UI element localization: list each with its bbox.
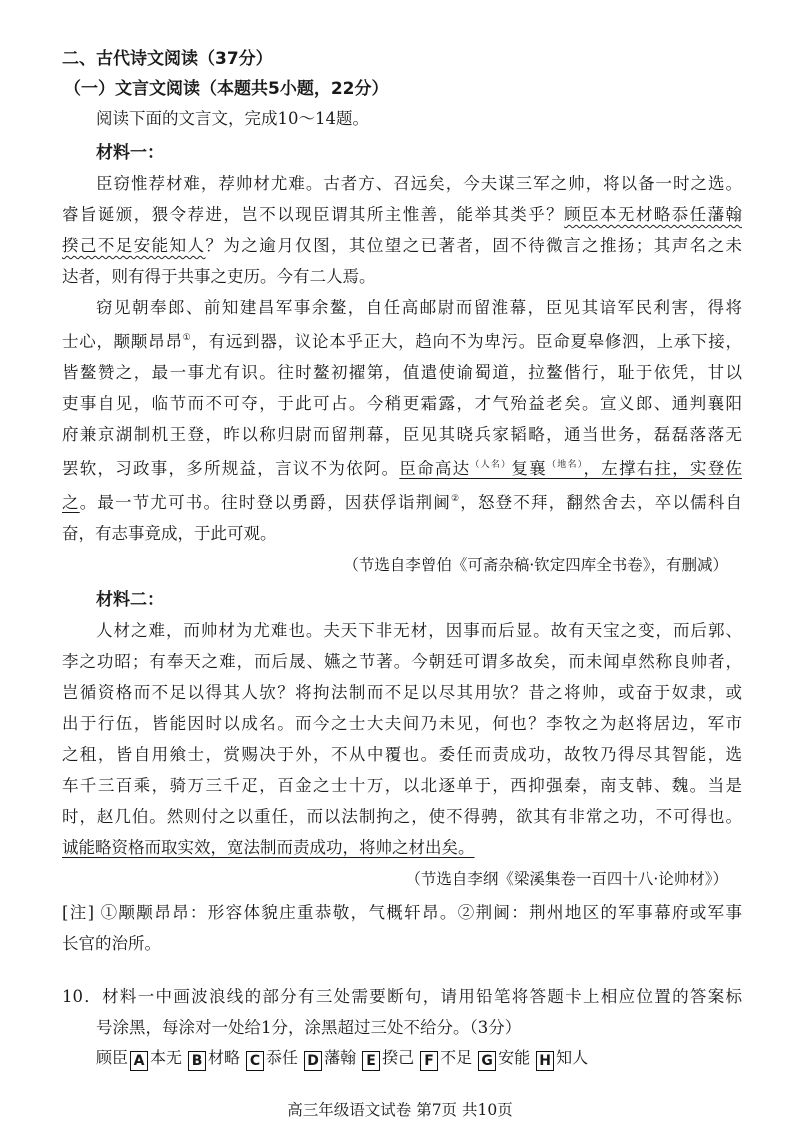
text-line: 罢软，习政事，多所规益，言议不为依阿。臣命高达$^{(人名)}$复襄$^{(地名)}$，左撑右拄，实登佐: [62, 459, 742, 478]
text-line: 皆鳌赞之，最一事尤有识。往时鳌初擢第，值遣使谕蜀道，拉鳌偕行，耻于依凭，甘以: [62, 363, 742, 382]
option-text: 藩翰: [324, 1048, 357, 1067]
option-text: 本无: [150, 1048, 183, 1067]
answer-option-h[interactable]: [534, 1043, 588, 1073]
question-10: [62, 981, 742, 1043]
wavy-underlined-text: 顾臣本无材略忝任藩翰: [564, 205, 742, 224]
text-line: 李之功昭；有奉天之难，而后晟、嬿之节著。今朝廷可谓多故矣，而未闻卓然称良帅者，: [62, 652, 742, 671]
text-line: 揆己不足安能知人？为之逾月仅图，其位望之已著者，固不待微言之推扬；其声名之未: [62, 236, 742, 255]
options-lead: 顾臣: [96, 1048, 129, 1067]
exam-page: [62, 44, 742, 1073]
text-line: 奋，有志事竟成，于此可观。: [62, 524, 277, 543]
text-line: 达者，则有得于共事之吏历。今有二人焉。: [62, 267, 376, 286]
text-line: 吏事自见，临节而不可夺，于此可占。今稍更霜露，才气殆益老矣。宣义郎、通判襄阳: [62, 394, 742, 413]
material2-label: 材料二：: [96, 590, 164, 610]
option-letter-box[interactable]: C: [246, 1051, 264, 1071]
text-line: 府兼京湖制机王登，昨以称归尉而留荆幕，臣见其晓兵家韬略，通当世务，磊磊落落无: [62, 425, 742, 444]
option-text: 安能: [498, 1048, 531, 1067]
option-text: 知人: [556, 1048, 589, 1067]
text-line: 车千三百乘，骑万三千疋，百金之士十万，以北逐单于，西抑强秦，南支韩、魏。当是: [62, 776, 742, 795]
footnote-marker: ②: [451, 494, 461, 504]
answer-option-a[interactable]: [128, 1043, 182, 1073]
option-letter-box[interactable]: H: [536, 1051, 554, 1071]
answer-option-c[interactable]: [244, 1043, 298, 1073]
answer-option-e[interactable]: [360, 1043, 414, 1073]
text-line: [62, 832, 742, 863]
text-line: 之。最一节尤可书。往时登以勇爵，因获俘诣荆阃②，怒登不拜，翻然舍去，卒以儒科自: [62, 493, 742, 512]
answer-option-b[interactable]: [186, 1043, 240, 1073]
material1-source: （节选自李曾伯《可斋杂稿·钦定四库全书卷》，有删减）: [343, 556, 728, 574]
material2-paragraph: [62, 615, 742, 863]
text-line: 出于行伍，皆能因时以成名。而今之士大夫间乃未见，何也？李牧之为赵将居边，军市: [62, 714, 742, 733]
material1-paragraph-2: [62, 292, 742, 549]
footnote-marker: ①: [182, 333, 192, 343]
section-title: 二、古代诗文阅读（37分）: [62, 49, 273, 69]
underlined-sentence: 诚能略资格而取实效，宽法制而责成功，将帅之材出矣。: [62, 838, 475, 857]
annotation-note: [62, 897, 742, 959]
option-letter-box[interactable]: D: [304, 1051, 322, 1071]
answer-option-g[interactable]: [476, 1043, 530, 1073]
answer-options: [62, 1043, 742, 1073]
note-line: 长官的治所。: [62, 934, 161, 953]
material1-label: 材料一：: [96, 143, 164, 163]
underlined-sentence: 臣命高达$^{(人名)}$复襄$^{(地名)}$，左撑右拄，实登佐: [399, 459, 742, 478]
question-text: 号涂黑，每涂对一处给1分，涂黑超过三处不给分。（3分）: [96, 1018, 522, 1037]
text-line: 岂循资格而不足以得其人欤？将拘法制而不足以尽其用欤？昔之将帅，或奋于奴隶，或: [62, 683, 742, 702]
option-letter-box[interactable]: E: [362, 1051, 380, 1071]
text-line: 人材之难，而帅材为尤难也。夫天下非无材，因事而后显。故有天宝之变，而后郭、: [96, 621, 742, 640]
question-text: 10．材料一中画波浪线的部分有三处需要断句，请用铅笔将答题卡上相应位置的答案标: [62, 987, 742, 1006]
wavy-underlined-text: 揆己不足安能知人: [62, 236, 206, 255]
text-line: 睿旨诞颁，猥令荐进，岂不以现臣谓其所主惟善，能举其类乎？顾臣本无材略忝任藩翰: [62, 205, 742, 224]
option-text: 忝任: [266, 1048, 299, 1067]
page-footer: 高三年级语文试卷 第7页 共10页: [287, 1101, 513, 1119]
text-line: 窃见朝奉郎、前知建昌军事余鳌，自任高邮尉而留淮幕，臣见其谙军民利害，得将: [96, 298, 742, 317]
note-line: [注] ①颙颙昂昂：形容体貌庄重恭敬，气概轩昂。②荆阃：荆州地区的军事幕府或军事: [62, 903, 742, 922]
text-line: 士心，颙颙昂昂①，有远到器，议论本乎正大，趋向不为卑污。臣命夏皋修泗，上承下接，: [62, 332, 742, 351]
option-letter-box[interactable]: B: [188, 1051, 206, 1071]
instruction: 阅读下面的文言文，完成10～14题。: [96, 109, 369, 128]
option-letter-box[interactable]: G: [478, 1051, 496, 1071]
subsection-title: （一）文言文阅读（本题共5小题，22分）: [64, 79, 389, 99]
material2-source: （节选自李纲《梁溪集卷一百四十八·论帅材》）: [405, 870, 728, 888]
option-letter-box[interactable]: A: [130, 1051, 148, 1071]
text-line: 时，赵几伯。然则付之以重任，而以法制拘之，使不得骋，欲其有非常之功，不可得也。: [62, 807, 742, 826]
text-line: 之租，皆自用飨士，赏赐决于外，不从中覆也。委任而责成功，故牧乃得尽其智能，选: [62, 745, 742, 764]
material1-paragraph-1: [62, 168, 742, 292]
option-text: 材略: [208, 1048, 241, 1067]
option-letter-box[interactable]: F: [420, 1051, 438, 1071]
text-line: 臣窃惟荐材难，荐帅材尤难。古者方、召远矣，今夫谋三军之帅，将以备一时之选。: [96, 174, 742, 193]
option-text: 不足: [440, 1048, 473, 1067]
answer-option-f[interactable]: [418, 1043, 472, 1073]
answer-option-d[interactable]: [302, 1043, 356, 1073]
option-text: 揆己: [382, 1048, 415, 1067]
